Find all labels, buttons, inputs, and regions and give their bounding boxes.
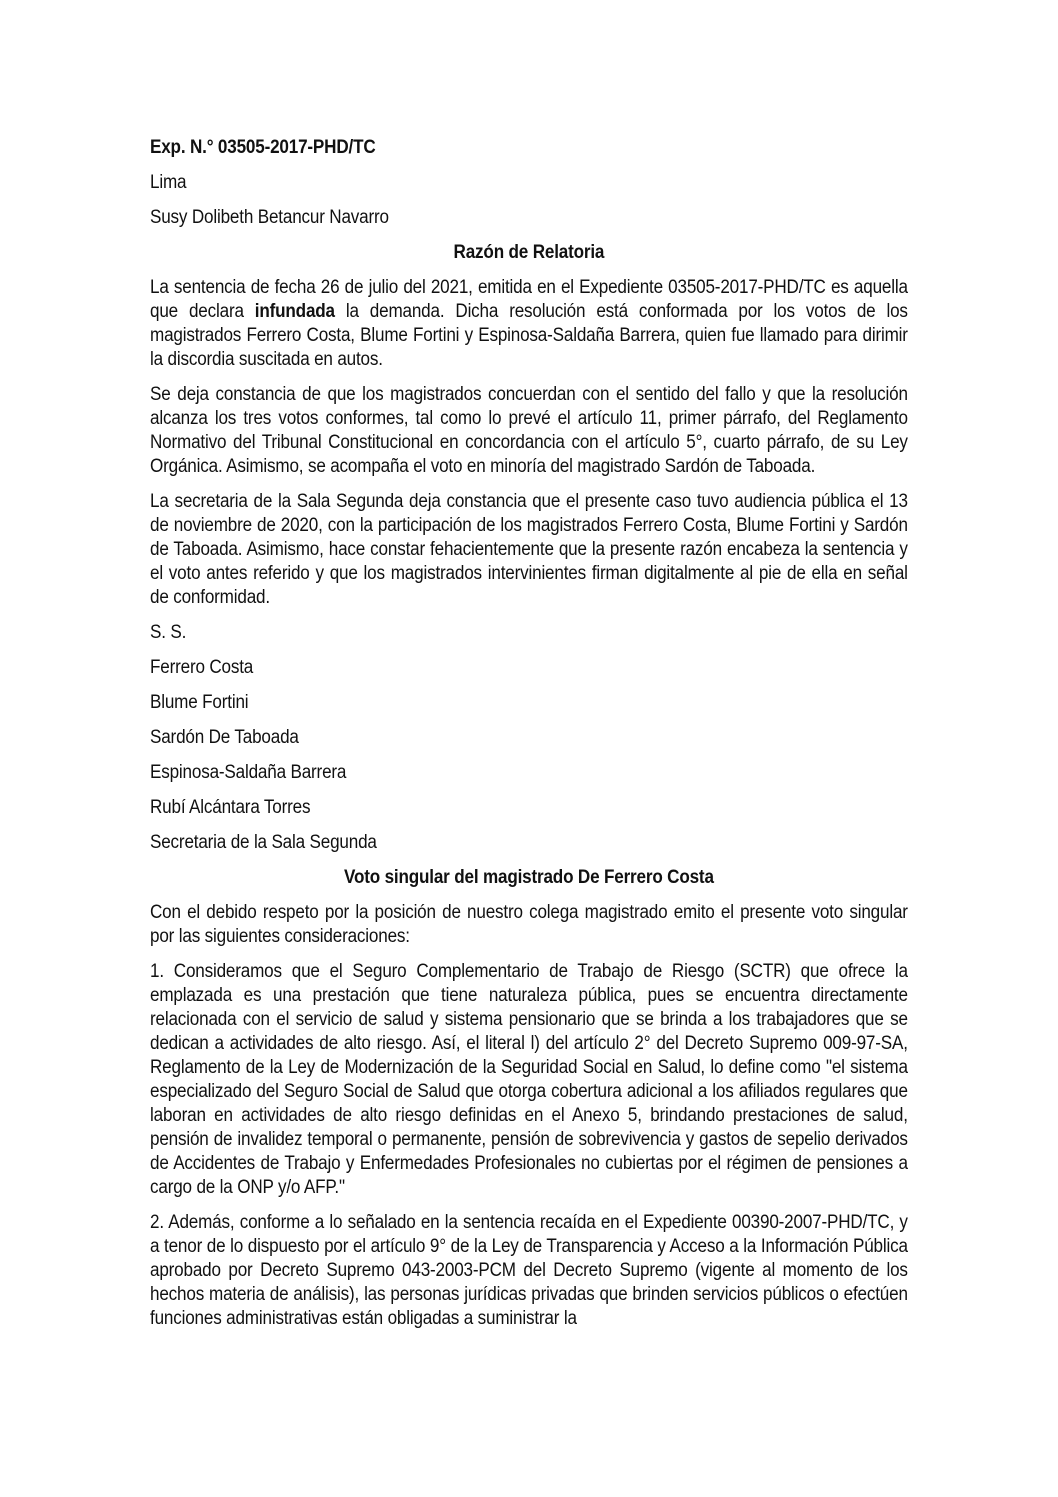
signatory-sardon: Sardón De Taboada [150, 727, 299, 748]
razon-heading: Razón de Relatoria [453, 242, 605, 263]
secretary-name: Rubí Alcántara Torres [150, 797, 311, 818]
city: Lima [150, 172, 187, 193]
razon-p1-bold: infundada [254, 301, 335, 322]
voto-intro: Con el debido respeto por la posición de nuestro colega magistrado emito el presente voto singular por las siguientes consideraciones: [150, 902, 908, 947]
secretary-title: Secretaria de la Sala Segunda [150, 832, 377, 853]
razon-p1-text-start: La sentencia de fecha 26 de julio del 2021, emitida en el Expediente 03505-2017-PHD/TC es aquella que declara [150, 277, 908, 322]
voto-heading: Voto singular del magistrado De Ferrero Costa [344, 867, 714, 888]
razon-p1-text-end: la demanda. Dicha resolución está conformada por los votos de los magistrados Ferrero Costa, Blume Fortini y Espinosa-Saldaña Barrera, quien fue llamado para dirimir la discordia suscitada en autos. [150, 301, 908, 370]
signatory-ferrero: Ferrero Costa [150, 657, 254, 678]
razon-paragraph-2: Se deja constancia de que los magistrados concuerdan con el sentido del fallo y que la resolución alcanza los tres votos conformes, tal como lo prevé el artículo 11, primer párrafo, del Reglamento Normativo del Tribunal Constitucional en concordancia con el artículo 5°, cuarto párrafo, de su Ley Orgánica. Asimismo, se acompaña el voto en minoría del magistrado Sardón de Taboada. [150, 384, 908, 477]
razon-paragraph-3: La secretaria de la Sala Segunda deja constancia que el presente caso tuvo audiencia pública el 13 de noviembre de 2020, con la participación de los magistrados Ferrero Costa, Blume Fortini y Sardón de Taboada. Asimismo, hace constar fehacientemente que la presente razón encabeza la sentencia y el voto antes referido y que los magistrados intervinientes firman digitalmente al pie de ella en señal de conformidad. [150, 491, 908, 608]
expediente-number: Exp. N.° 03505-2017-PHD/TC [150, 137, 376, 158]
voto-paragraph-2: 2. Además, conforme a lo señalado en la sentencia recaída en el Expediente 00390-2007-PHD/TC, y a tenor de lo dispuesto por el artículo 9° de la Ley de Transparencia y Acceso a la Información Pública aprobado por Decreto Supremo 043-2003-PCM del Decreto Supremo (vigente al momento de los hechos materia de análisis), las personas jurídicas privadas que brinden servicios públicos o efectúen funciones administrativas están obligadas a suministrar la [150, 1212, 908, 1329]
document-page [150, 136, 908, 1342]
voto-paragraph-1: 1. Consideramos que el Seguro Complementario de Trabajo de Riesgo (SCTR) que ofrece la emplazada es una prestación que tiene naturaleza pública, pues se encuentra directamente relacionada con el servicio de salud y sistema pensionario que se brinda a los trabajadores que se dedican a actividades de alto riesgo. Así, el literal l) del artículo 2° del Decreto Supremo 009-97-SA, Reglamento de la Ley de Modernización de la Seguridad Social en Salud, lo define como "el sistema especializado del Seguro Social de Salud que otorga cobertura adicional a los afiliados regulares que laboran en actividades de alto riesgo definidas en el Anexo 5, brindando prestaciones de salud, pensión de invalidez temporal o permanente, pensión de sobrevivencia y gastos de sepelio derivados de Accidentes de Trabajo y Enfermedades Profesionales no cubiertas por el régimen de pensiones a cargo de la ONP y/o AFP." [150, 961, 908, 1198]
signatory-espinosa: Espinosa-Saldaña Barrera [150, 762, 347, 783]
signatory-blume: Blume Fortini [150, 692, 249, 713]
razon-paragraph-1 [150, 276, 908, 372]
plaintiff-name: Susy Dolibeth Betancur Navarro [150, 207, 389, 228]
ss-label: S. S. [150, 622, 187, 643]
